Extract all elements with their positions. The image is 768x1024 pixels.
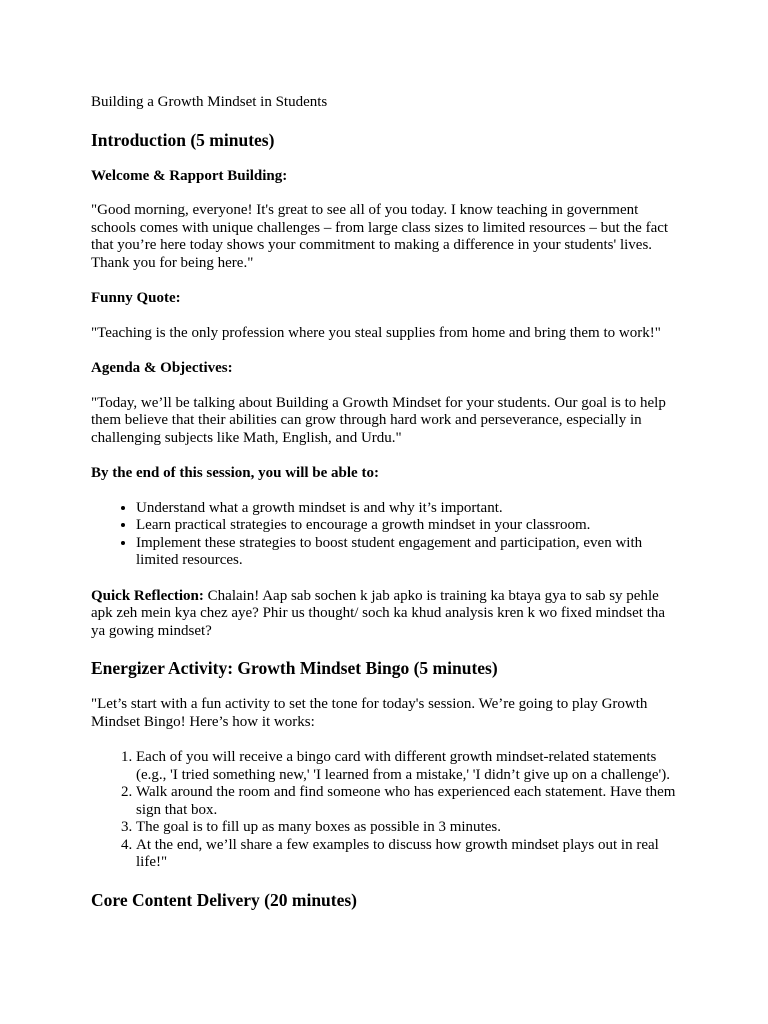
core-content-heading: Core Content Delivery (20 minutes): [91, 889, 358, 910]
quick-reflection-label: Quick Reflection:: [91, 587, 204, 604]
energizer-intro-paragraph: "Let’s start with a fun activity to set the tone for today's session. We’re going to play Growth Mindset Bingo! Here’s how it works:: [91, 696, 648, 730]
objectives-list: [91, 500, 681, 570]
objective-item: • Learn practical strategies to encourage a growth mindset in your classroom.: [136, 517, 681, 535]
introduction-heading: Introduction (5 minutes): [91, 129, 275, 150]
quick-reflection-paragraph: [91, 588, 681, 641]
document-page: [91, 94, 681, 928]
bingo-step-item: 2. Walk around the room and find someone who has experienced each statement. Have them sign that box.: [136, 784, 681, 819]
agenda-heading: Agenda & Objectives:: [91, 360, 233, 376]
document-title: Building a Growth Mindset in Students: [91, 94, 328, 110]
welcome-paragraph: "Good morning, everyone! It's great to see all of you today. I know teaching in government schools comes with unique challenges – from large class sizes to limited resources – but the fact that you’re here today shows your commitment to making a difference in your students' lives. Thank you for being here.": [91, 202, 669, 271]
bingo-step-item: 3. The goal is to fill up as many boxes as possible in 3 minutes.: [136, 819, 681, 837]
welcome-heading: Welcome & Rapport Building:: [91, 167, 288, 184]
objective-item: • Understand what a growth mindset is and why it’s important.: [136, 500, 681, 518]
objective-item: • Implement these strategies to boost student engagement and participation, even with limited resources.: [136, 535, 681, 570]
funny-quote-heading: Funny Quote:: [91, 290, 181, 306]
energizer-heading: Energizer Activity: Growth Mindset Bingo (5 minutes): [91, 658, 498, 678]
quick-reflection-text: Chalain! Aap sab sochen k jab apko is training ka btaya gya to sab sy pehle apk zeh mein kya chez aye? Phir us thought/ soch ka khud analysis kren k wo fixed mindset tha ya gowing mindset?: [91, 587, 666, 639]
objectives-heading: By the end of this session, you will be able to:: [91, 465, 379, 481]
bingo-step-item: 1. Each of you will receive a bingo card with different growth mindset-related statements (e.g., 'I tried something new,' 'I learned from a mistake,' 'I didn’t give up on a challenge').: [136, 749, 681, 784]
bingo-steps-list: [91, 749, 681, 872]
funny-quote-paragraph: "Teaching is the only profession where you steal supplies from home and bring them to work!": [91, 324, 661, 341]
agenda-paragraph: "Today, we’ll be talking about Building a Growth Mindset for your students. Our goal is to help them believe that their abilities can grow through hard work and perseverance, especially in challenging subjects like Math, English, and Urdu.": [91, 394, 666, 446]
bingo-step-item: 4. At the end, we’ll share a few examples to discuss how growth mindset plays out in real life!": [136, 837, 681, 872]
